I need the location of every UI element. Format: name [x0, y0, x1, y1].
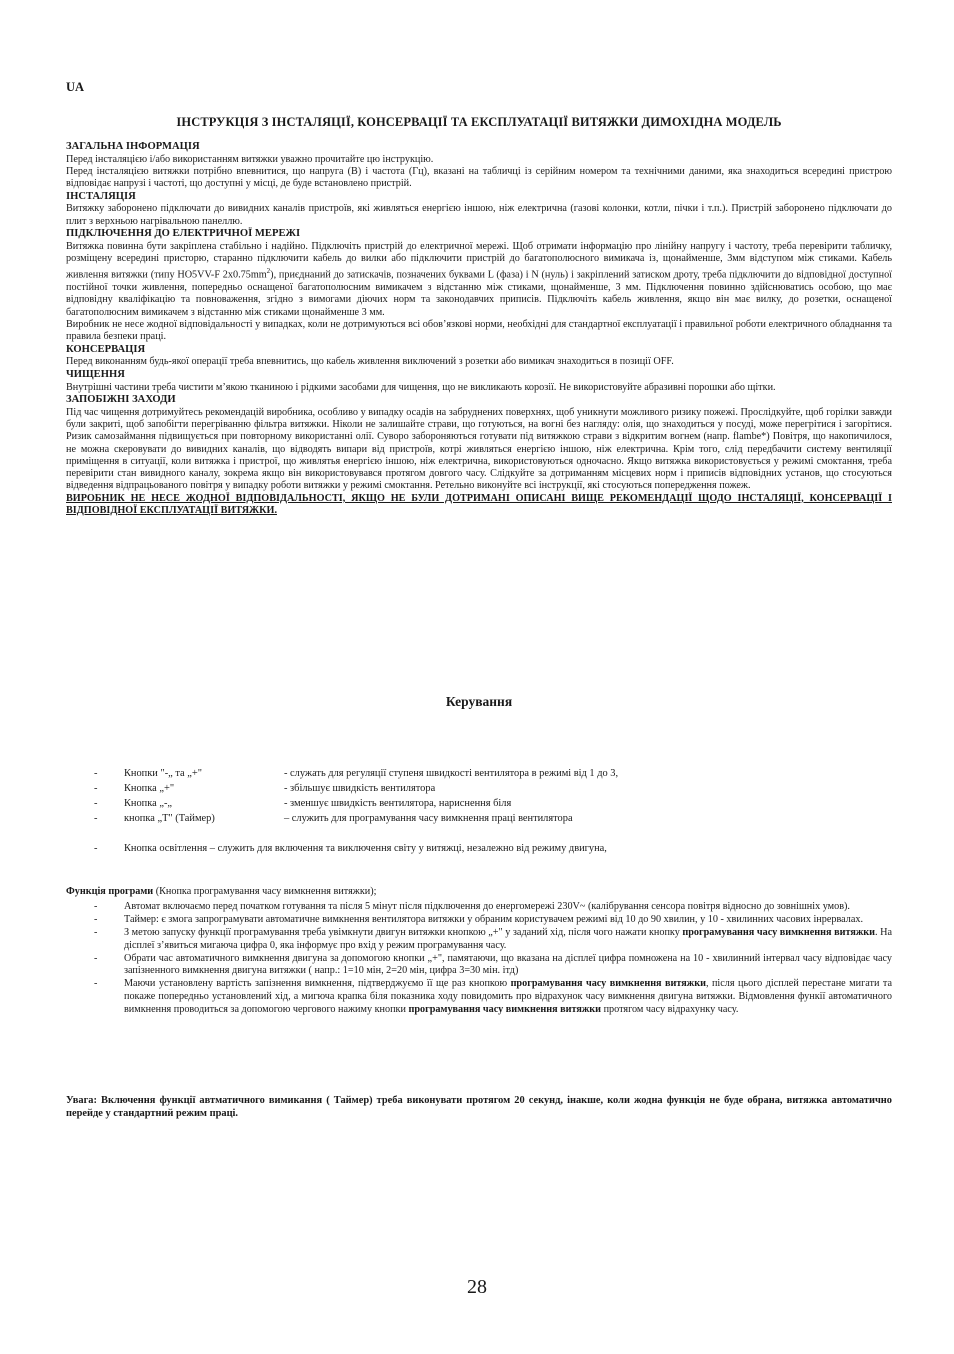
list-dash: -	[94, 843, 98, 854]
controls-title: Керування	[445, 694, 513, 709]
electric-paragraph-1	[66, 241, 892, 319]
page-number: 28	[467, 1276, 487, 1298]
section-heading-cleaning: ЧИЩЕННЯ	[66, 368, 125, 380]
control-description: - збільшує швидкість вентилятора	[284, 783, 436, 794]
section-heading-install: ІНСТАЛЯЦІЯ	[66, 190, 136, 202]
step-text-bold: програмування часу вимкнення витяжки	[510, 978, 706, 990]
list-item	[66, 953, 892, 979]
list-dash: -	[94, 926, 98, 938]
electric-text-a: Витяжка повинна бути закріплена стабільно і надійно. Підключіть пристрій до електричної мережі. Щоб отримати інформацію про лінійну напругу і частоту, треба перевірити табличку, розміщену всередині присторю, старанно підключити кабель до вилки або підключити пристрій до багатополюсного вимикача із, щонайменше, 3мм відступом між стиками. Кабель живлення витяжки (типу HO5VV-F 2x0.75mm	[66, 240, 892, 281]
electric-text-b: ), приєднаний до затискачів, позначених буквами L (фаза) і N (нуль) і закріплений затиском дроту, треба підключити до відповідної доступної постійної точки живлення, попередньо оснащеної багатополюсним вимикачем з відстанню між стиками, щонайменше, 3 мм. Підключення повинно здійснюватись особою, що має відповідну кваліфікацію та повноваження, згідно з вимогами діючих норм та законодавчих приписів. Підключіть кабель живлення, якщо він має вилку, до розетки, оснащеної багатополюсним вимикачем з відстанню між стиками щонайменше 3 мм.	[66, 269, 892, 318]
program-heading	[66, 886, 892, 899]
program-heading-rest: (Кнопка програмування часу вимкнення витяжки);	[153, 886, 377, 897]
control-description: – служить для програмування часу вимкнення праці вентилятора	[284, 813, 573, 824]
step-text-bold: програмування часу вимкнення витяжки	[408, 1004, 602, 1016]
step-text: З метою запуску функції програмування треба увімкнути двигун витяжки кнопкою „+" у заданий хід, після чого нажати кнопку	[124, 926, 683, 938]
list-dash: -	[94, 913, 98, 925]
step-text: Автомат включаємо перед початком готування та після 5 мінут після підключення до енергомережі 230V~ (калібрування сенсора повітря відносно до зовнішніх умов).	[124, 900, 850, 912]
install-paragraph: Витяжку заборонено підключати до вивидних каналів пристроїв, які живляться енергією іншою, ніж електрична (газові колонки, котли, пічки і т.п.). Пристрій заборонено підключати до плит з верхньою нагрівальною панеллю.	[66, 203, 892, 227]
list-item	[66, 901, 892, 914]
section-heading-general: ЗАГАЛЬНА ІНФОРМАЦІЯ	[66, 141, 200, 152]
step-text: Таймер: є змога запрограмувати автоматичне вимкнення вентилятора витяжки у обраним користувачем режимі від 10 до 90 хвилин, у 10 - хвилинних часових інрервалах.	[124, 913, 863, 925]
control-name: Кнопка „-„	[124, 798, 173, 809]
section-heading-safety: ЗАПОБІЖНІ ЗАХОДИ	[66, 393, 176, 405]
step-text: . На дісплеї з’явиться мигаюча цифра 0, яка інформує про вхід у режим програмування часу.	[124, 926, 892, 951]
instructions-body	[66, 141, 892, 517]
program-steps-list	[66, 901, 892, 1017]
step-text-bold: програмування часу вимкнення витяжки	[682, 926, 875, 938]
list-dash: -	[94, 978, 98, 990]
control-name: Кнопки "-„ та „+"	[124, 768, 202, 779]
list-dash: -	[94, 900, 98, 912]
control-description: - зменшує швидкість вентилятора, нариснення біля	[284, 798, 512, 809]
control-description: - служать для регуляції ступеня швидкості вентилятора в режимі від 1 до 3,	[284, 768, 619, 779]
step-text: протягом часу відрахунку часу.	[601, 1004, 739, 1016]
list-dash: -	[94, 783, 98, 794]
general-paragraph-1: Перед інсталяцією і/або використанням витяжки уважно прочитайте цю інструкцію.	[66, 153, 434, 165]
general-paragraph-2: Перед інсталяцією витяжки потрібно впевнитися, що напруга (В) і частота (Гц), вказані на табличці із серійним номером та технічними даними, яка знаходиться всередині пристрою відповідає напрузі і частоті, що доступні у місці, де буде встановлено пристрій.	[66, 166, 892, 190]
timer-note: Увага: Включення функції автматичного вимикання ( Таймер) треба виконувати протягом 20 секунд, інакше, коли жодна функція не буде обрана, витяжка автоматично перейде у стандартний режим праці.	[66, 1095, 892, 1120]
language-code: UA	[66, 80, 85, 94]
electric-paragraph-2: Виробник не несе жодної відповідальності у випадках, коли не дотримуються всі обов’язкові норми, необхідні для стандартної експлуатації і правильної роботи електричного обладнання та правила безпеки праці.	[66, 319, 892, 343]
step-text: Обрати час автоматичного вимкнення двигуна за допомогою кнопки „+", памятаючи, що вказана на дісплеї цифра помножена на 10 - хвилинний інтервал часу відповідає часу запізненного вимкнення двигуна витяжки ( напр.: 1=10 мін, 2=20 мін, цифра 3=30 мін. ітд)	[124, 952, 892, 977]
page-title: ІНСТРУКЦІЯ З ІНСТАЛЯЦІЇ, КОНСЕРВАЦІЇ ТА ЕКСПЛУАТАЦІЇ ВИТЯЖКИ ДИМОХІДНА МОДЕЛЬ	[176, 115, 782, 129]
program-heading-bold: Функція програми	[66, 886, 154, 897]
conservation-paragraph: Перед виконанням будь-якої операції треба впевнитись, що кабель живлення виключений з розетки або вимикач знаходиться в позиції OFF.	[66, 356, 674, 368]
program-function-section	[66, 886, 892, 1017]
list-dash: -	[94, 952, 98, 964]
light-control-text: Кнопка освітлення – служить для включення та виключення світу у витяжці, незалежно від режиму двигуна,	[124, 843, 607, 854]
list-item	[66, 914, 892, 927]
cleaning-paragraph: Внутрішні частини треба чистити м’якою тканиною і рідкими засобами для чищення, що не викликають корозії. Не використовуйте абразивні порошки або щітки.	[66, 381, 776, 393]
list-dash: -	[94, 768, 98, 779]
list-item	[66, 978, 892, 1017]
list-dash: -	[94, 798, 98, 809]
step-text: Маючи установлену вартість запізнення вимкнення, підтверджуємо її ще раз кнопкою	[124, 978, 511, 990]
list-item	[66, 927, 892, 953]
control-name: кнопка „T" (Таймер)	[124, 813, 215, 824]
step-text: , після цього дісплей перестане мигати та покаже попередньо установлений хід, а мигюча крапка біля показника ходу повидомить про відрахунок часу вимкнення двигуна витяжки. Відмовлення функії автоматичного вимкнення проводиться за допомогою чергового нажиму кнопки	[124, 978, 892, 1016]
section-heading-electric: ПІДКЛЮЧЕННЯ ДО ЕЛЕКТРИЧНОЇ МЕРЕЖІ	[66, 228, 301, 240]
electric-superscript: 2	[266, 267, 271, 276]
control-name: Кнопка „+"	[124, 783, 175, 794]
manufacturer-warning: ВИРОБНИК НЕ НЕСЕ ЖОДНОЇ ВІДПОВІДАЛЬНОСТІ, ЯКЩО НЕ БУЛИ ДОТРИМАНІ ОПИСАНІ ВИЩЕ РЕКОМЕНДАЦІЇ ЩОДО ІНСТАЛЯЦІЇ, КОНСЕРВАЦІЇ І ВІДПОВІДНОЇ ЕКСПЛУАТАЦІЇ ВИТЯЖКИ.	[66, 492, 892, 516]
section-heading-conservation: КОНСЕРВАЦІЯ	[66, 343, 146, 355]
safety-paragraph: Під час чищення дотримуйтесь рекомендацій виробника, особливо у випадку осадів на забруднених поверхнях, щоб уникнути можливого ризику пожежі. Прослідкуйте, щоб горілки завжди були закриті, щоб запобігти перегріванню фільтра витяжки. Ніколи не залишайте страви, що готуються, на вогні без нагляду: олія, що знаходиться у посуді, може перегрітися і загорітися. Ризик самозаймання підвищується при повторному використанні олії. Суворо забороняються готувати під витяжкою страви з відкритим вогнем (напр. flambe*) Повітря, що накопичилося, не можна скеровувати до вивидних каналів, що відводять випари від пристроїв, котрі живляться енергією іншою, ніж електрична. Крім того, слід передбачити систему вентиляції приміщення в ситуації, коли витяжка і пристрої, що живлятья енергією іншою, ніж електрична, використовуються одночасно. Якщо витяжка використовується у режимі смоктання, треба перевірити стан вивидного каналу, зокрема якщо він використовувався протягом довгого часу. Слідкуйте за дотриманням місцевих норм і приписів відповідних установ, що стосуються відведення відпрацьованого повітря у випадку роботи витяжки у режимі смоктання. Ретельно виконуйте всі інструкції, які стосуються попередження пожеж.	[66, 406, 892, 492]
list-dash: -	[94, 813, 98, 824]
